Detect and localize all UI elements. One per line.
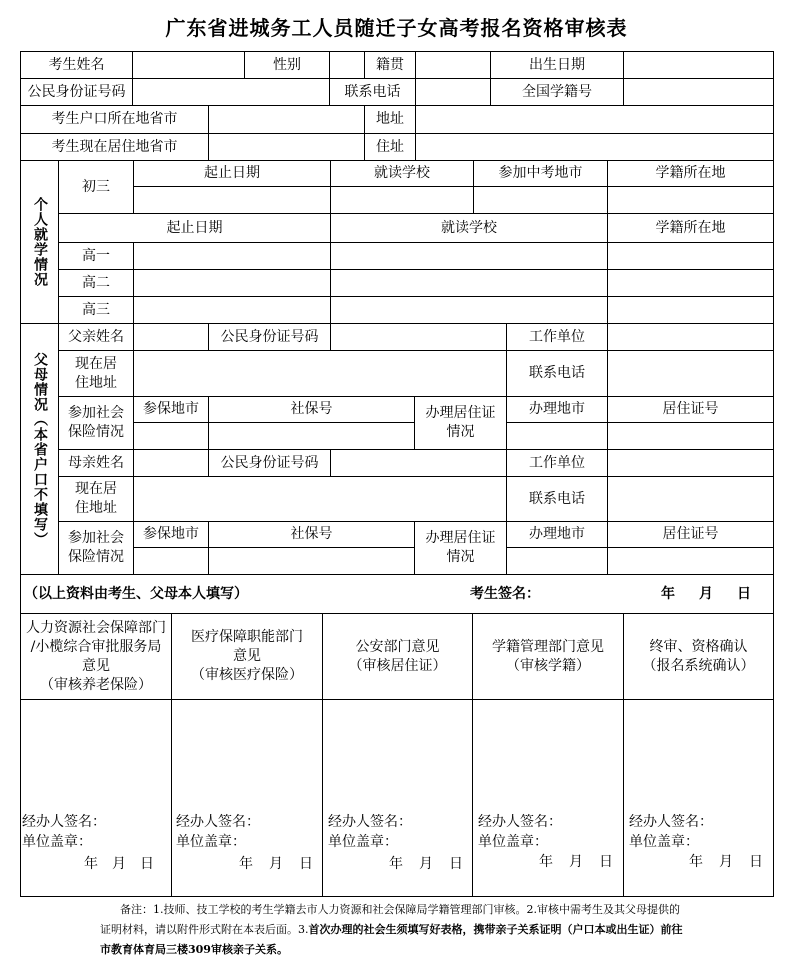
approval-header-police: 公安部门意见 （审核居住证） bbox=[322, 613, 473, 700]
g10-field-dates[interactable] bbox=[133, 242, 331, 270]
g9-col-registry: 学籍所在地 bbox=[607, 160, 774, 187]
field-father-ins-city[interactable] bbox=[133, 422, 209, 450]
g9-col-school: 就读学校 bbox=[330, 160, 474, 187]
label-mother-ins-city: 参保地市 bbox=[133, 521, 209, 548]
field-father-address[interactable] bbox=[133, 350, 507, 397]
field-father-name[interactable] bbox=[133, 323, 209, 351]
label-mother-social-no: 社保号 bbox=[208, 521, 415, 548]
label-father-name: 父亲姓名 bbox=[58, 323, 134, 351]
sign-year: 年 bbox=[661, 586, 675, 602]
g9-col-exam-city: 参加中考地市 bbox=[473, 160, 608, 187]
g12-field-dates[interactable] bbox=[133, 296, 331, 324]
label-father-permit-no: 居住证号 bbox=[607, 396, 774, 423]
study-section-label: 个人就学情况 bbox=[20, 160, 59, 324]
label-father-insurance: 参加社会 保险情况 bbox=[58, 396, 134, 450]
approval-header-final: 终审、资格确认 （报名系统确认） bbox=[623, 613, 774, 700]
label-student-no: 全国学籍号 bbox=[490, 78, 624, 106]
field-student-no[interactable] bbox=[623, 78, 774, 106]
field-mother-social-no[interactable] bbox=[208, 547, 415, 575]
field-mother-ins-city[interactable] bbox=[133, 547, 209, 575]
label-grade12: 高三 bbox=[58, 296, 134, 324]
sign-month: 月 bbox=[699, 586, 713, 602]
page-title: 广东省进城务工人员随迁子女高考报名资格审核表 bbox=[165, 16, 628, 40]
label-mother-insurance: 参加社会 保险情况 bbox=[58, 521, 134, 575]
g11-field-registry[interactable] bbox=[607, 269, 774, 297]
g10-field-school[interactable] bbox=[330, 242, 608, 270]
hs-col-dates: 起止日期 bbox=[58, 213, 331, 243]
handler-signature-label: 经办人签名： bbox=[176, 814, 260, 830]
unit-seal-label: 单位盖章： bbox=[22, 834, 92, 850]
label-res-addr: 住址 bbox=[364, 133, 416, 161]
date-day: 日 bbox=[599, 854, 613, 870]
date-year: 年 bbox=[389, 856, 403, 872]
field-hukou-addr[interactable] bbox=[415, 105, 774, 134]
unit-seal-label: 单位盖章： bbox=[478, 834, 548, 850]
label-name: 考生姓名 bbox=[20, 51, 133, 79]
unit-seal-label: 单位盖章： bbox=[328, 834, 398, 850]
fill-note: （以上资料由考生、父母本人填写） bbox=[24, 586, 248, 602]
label-father-id: 公民身份证号码 bbox=[208, 323, 331, 351]
label-mother-name: 母亲姓名 bbox=[58, 449, 134, 477]
g9-field-school[interactable] bbox=[330, 186, 474, 214]
g9-col-dates: 起止日期 bbox=[133, 160, 331, 187]
footnote-part1: 备注：1.技师、技工学校的考生学籍去市人力资源和社会保障局学籍管理部门审核。2.审核中需考生及其父母提供的证明材料，请以附件形式附在本表后面。3. bbox=[100, 903, 680, 936]
label-hukou-addr: 地址 bbox=[364, 105, 416, 134]
label-father-permit-city: 办理地市 bbox=[506, 396, 608, 423]
label-id: 公民身份证号码 bbox=[20, 78, 133, 106]
approval-header-medical: 医疗保障职能部门 意见 （审核医疗保险） bbox=[171, 613, 323, 700]
field-mother-id[interactable] bbox=[330, 449, 507, 477]
label-father-permit: 办理居住证 情况 bbox=[414, 396, 507, 450]
field-father-phone[interactable] bbox=[607, 350, 774, 397]
field-name[interactable] bbox=[132, 51, 245, 79]
label-mother-work: 工作单位 bbox=[506, 449, 608, 477]
label-mother-address: 现在居 住地址 bbox=[58, 476, 134, 522]
handler-signature-label: 经办人签名： bbox=[478, 814, 562, 830]
field-father-permit-city[interactable] bbox=[506, 422, 608, 450]
field-res-addr[interactable] bbox=[415, 133, 774, 161]
label-father-social-no: 社保号 bbox=[208, 396, 415, 423]
field-id[interactable] bbox=[132, 78, 330, 106]
date-day: 日 bbox=[140, 856, 154, 872]
date-day: 日 bbox=[449, 856, 463, 872]
date-day: 日 bbox=[749, 854, 763, 870]
label-hukou-prov: 考生户口所在地省市 bbox=[20, 105, 209, 134]
handler-signature-label: 经办人签名： bbox=[629, 814, 713, 830]
date-day: 日 bbox=[299, 856, 313, 872]
label-phone: 联系电话 bbox=[329, 78, 416, 106]
label-father-address: 现在居 住地址 bbox=[58, 350, 134, 397]
date-month: 月 bbox=[112, 856, 126, 872]
handler-signature-label: 经办人签名： bbox=[328, 814, 412, 830]
field-hukou-prov[interactable] bbox=[208, 105, 365, 134]
field-phone[interactable] bbox=[415, 78, 491, 106]
date-month: 月 bbox=[419, 856, 433, 872]
approval-header-hr: 人力资源社会保障部门 /小榄综合审批服务局 意见 （审核养老保险） bbox=[20, 613, 172, 700]
unit-seal-label: 单位盖章： bbox=[629, 834, 699, 850]
date-month: 月 bbox=[569, 854, 583, 870]
field-father-id[interactable] bbox=[330, 323, 507, 351]
g9-field-registry[interactable] bbox=[607, 186, 774, 214]
g12-field-school[interactable] bbox=[330, 296, 608, 324]
footnote bbox=[100, 900, 690, 960]
label-father-work: 工作单位 bbox=[506, 323, 608, 351]
label-birth: 出生日期 bbox=[490, 51, 624, 79]
label-grade9: 初三 bbox=[58, 160, 134, 214]
field-father-social-no[interactable] bbox=[208, 422, 415, 450]
field-mother-permit-city[interactable] bbox=[506, 547, 608, 575]
field-origin[interactable] bbox=[415, 51, 491, 79]
field-mother-permit-no[interactable] bbox=[607, 547, 774, 575]
field-mother-name[interactable] bbox=[133, 449, 209, 477]
g9-field-exam-city[interactable] bbox=[473, 186, 608, 214]
date-month: 月 bbox=[269, 856, 283, 872]
approval-header-registry: 学籍管理部门意见 （审核学籍） bbox=[472, 613, 624, 700]
date-year: 年 bbox=[84, 856, 98, 872]
parents-section-label: 父母情况（本省户口不填写） bbox=[20, 323, 59, 575]
unit-seal-label: 单位盖章： bbox=[176, 834, 246, 850]
label-mother-permit: 办理居住证 情况 bbox=[414, 521, 507, 575]
field-res-prov[interactable] bbox=[208, 133, 365, 161]
g9-field-dates[interactable] bbox=[133, 186, 331, 214]
hs-col-school: 就读学校 bbox=[330, 213, 608, 243]
sign-day: 日 bbox=[737, 586, 751, 602]
label-origin: 籍贯 bbox=[364, 51, 416, 79]
footnote-part2: 首次办理的社会生须填写好表格，携带亲子关系证明（户口本或出生证）前往市教育体育局三楼309审核亲子关系。 bbox=[100, 923, 683, 956]
g11-field-dates[interactable] bbox=[133, 269, 331, 297]
label-mother-permit-no: 居住证号 bbox=[607, 521, 774, 548]
g12-field-registry[interactable] bbox=[607, 296, 774, 324]
field-father-work[interactable] bbox=[607, 323, 774, 351]
hs-col-registry: 学籍所在地 bbox=[607, 213, 774, 243]
date-year: 年 bbox=[539, 854, 553, 870]
label-mother-phone: 联系电话 bbox=[506, 476, 608, 522]
student-signature-field[interactable] bbox=[540, 580, 650, 608]
date-year: 年 bbox=[689, 854, 703, 870]
label-gender: 性别 bbox=[244, 51, 330, 79]
label-father-phone: 联系电话 bbox=[506, 350, 608, 397]
label-res-prov: 考生现在居住地省市 bbox=[20, 133, 209, 161]
handler-signature-label: 经办人签名： bbox=[22, 814, 106, 830]
label-father-ins-city: 参保地市 bbox=[133, 396, 209, 423]
field-mother-work[interactable] bbox=[607, 449, 774, 477]
student-signature-label: 考生签名： bbox=[470, 586, 540, 602]
date-year: 年 bbox=[239, 856, 253, 872]
g10-field-registry[interactable] bbox=[607, 242, 774, 270]
field-gender[interactable] bbox=[329, 51, 365, 79]
field-father-permit-no[interactable] bbox=[607, 422, 774, 450]
g11-field-school[interactable] bbox=[330, 269, 608, 297]
label-grade11: 高二 bbox=[58, 269, 134, 297]
field-birth[interactable] bbox=[623, 51, 774, 79]
field-mother-address[interactable] bbox=[133, 476, 507, 522]
date-month: 月 bbox=[719, 854, 733, 870]
label-mother-permit-city: 办理地市 bbox=[506, 521, 608, 548]
field-mother-phone[interactable] bbox=[607, 476, 774, 522]
label-grade10: 高一 bbox=[58, 242, 134, 270]
label-mother-id: 公民身份证号码 bbox=[208, 449, 331, 477]
